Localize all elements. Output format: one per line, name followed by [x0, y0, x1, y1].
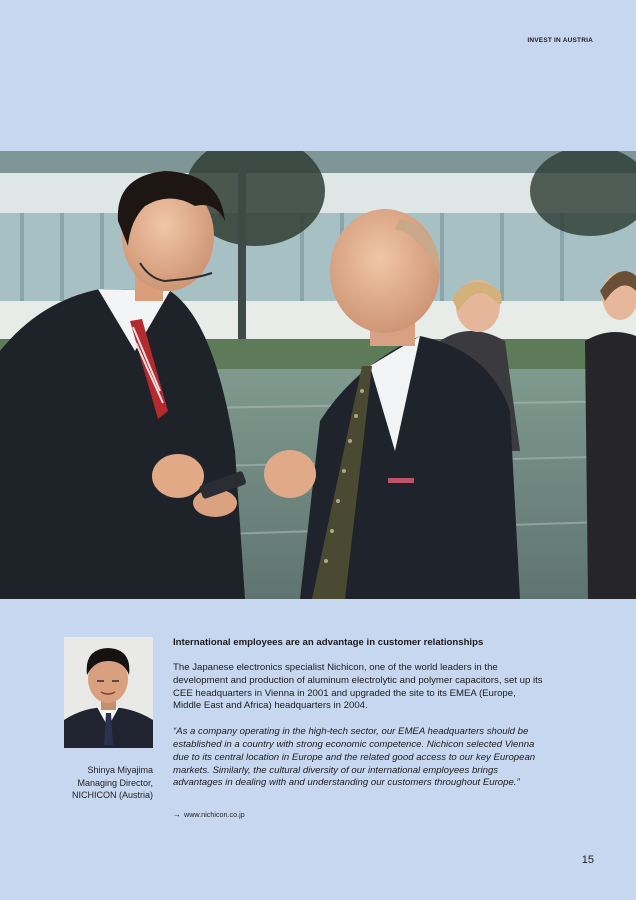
portrait-caption — [43, 764, 153, 802]
portrait-photo-icon — [64, 637, 153, 748]
website-link[interactable] — [173, 810, 545, 819]
article-heading: International employees are an advantage in customer relationships — [173, 637, 484, 648]
caption-company: NICHICON (Austria) — [71, 790, 153, 800]
article-body: The Japanese electronics specialist Nichicon, one of the world leaders in the development and production of aluminum electrolytic and polymer capacitors, set up its CEE headquarters in Vienna in 2001 and upgraded the site to its EMEA (Europe, Middle East and Africa) headquarters in 2004. — [173, 662, 543, 712]
website-link-text[interactable]: www.nichicon.co.jp — [184, 810, 245, 820]
arrow-right-icon: → — [173, 810, 181, 820]
photo-business-meeting-icon — [0, 151, 636, 599]
article — [173, 636, 545, 819]
hero-photo — [0, 151, 636, 599]
caption-title: Managing Director, — [77, 777, 153, 788]
section-label: INVEST IN AUSTRIA — [527, 37, 593, 44]
page-number: 15 — [581, 854, 594, 866]
article-quote: “As a company operating in the high-tech sector, our EMEA headquarters should be established in a country with strong economic competence. Nichicon selected Vienna due to its central location in Europe and the related good access to our key European markets. Similarly, the cultural diversity of our international employees brings advantages in dealing with and understanding our customers throughout Europe.” — [173, 726, 536, 789]
portrait-photo — [64, 637, 153, 748]
caption-name: Shinya Miyajima — [87, 765, 153, 775]
